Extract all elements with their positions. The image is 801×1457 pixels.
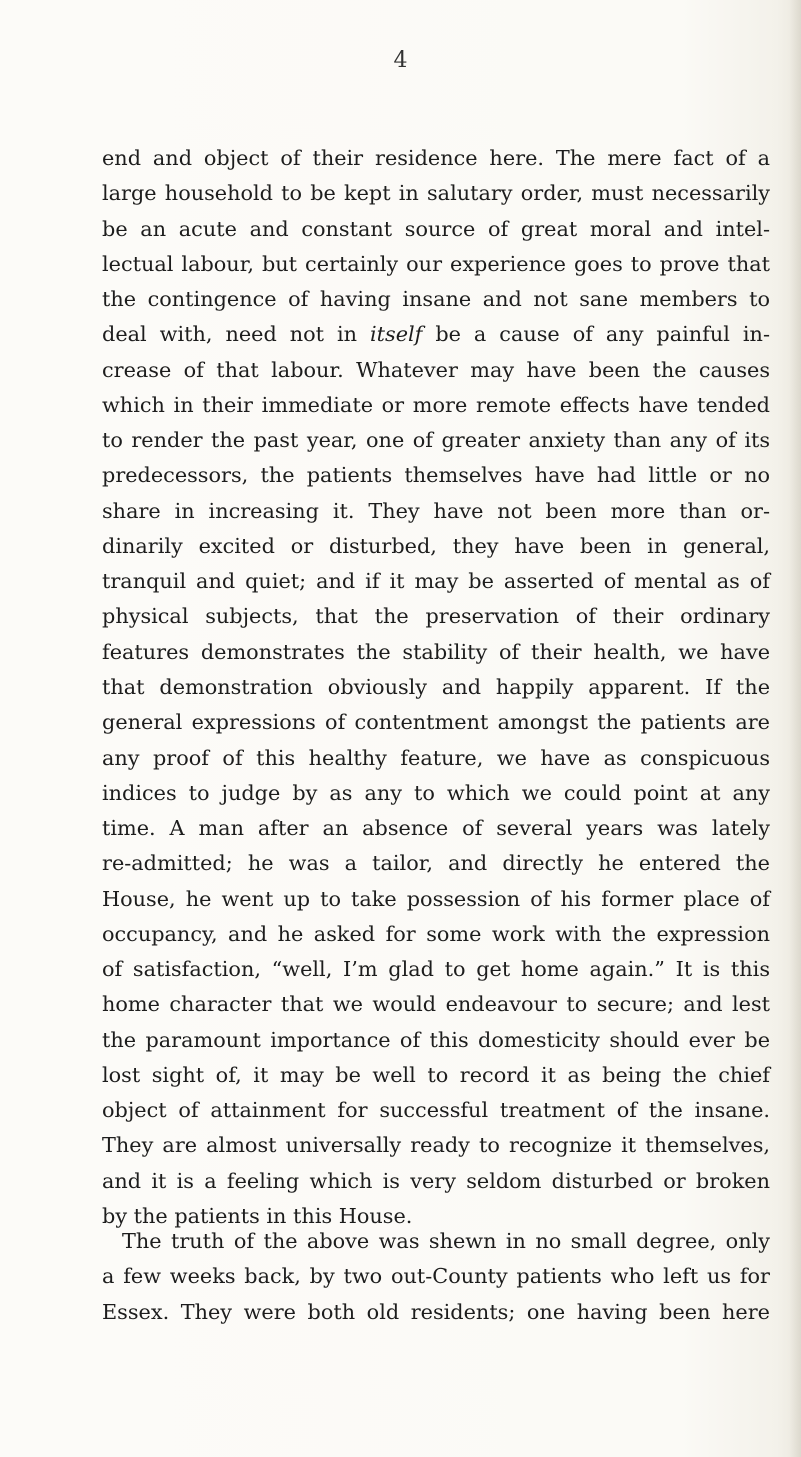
- text-line: dinarily excited or disturbed, they have been in general,: [102, 533, 770, 558]
- text-line-with-italic: [102, 317, 770, 352]
- text-line: end and object of their residence here. The mere fact of a: [102, 146, 770, 170]
- italic-word: itself: [370, 322, 423, 347]
- text-line: object of attainment for successful treatment of the insane.: [102, 1098, 770, 1123]
- text-line: any proof of this healthy feature, we have as conspicuous: [102, 745, 770, 770]
- text-line: be an acute and constant source of great moral and intel-: [102, 216, 770, 241]
- text-line: features demonstrates the stability of their health, we have: [102, 639, 770, 664]
- text-line: physical subjects, that the preservation of their ordinary: [102, 604, 770, 629]
- text-line: House, he went up to take possession of his former place of: [102, 886, 770, 911]
- text-line: share in increasing it. They have not been more than or-: [102, 498, 770, 523]
- text-line: They are almost universally ready to recognize it themselves,: [102, 1133, 770, 1158]
- paragraph-2: [102, 1224, 770, 1330]
- text-fragment: be a cause of any painful in-: [422, 322, 770, 347]
- text-line: tranquil and quiet; and if it may be asserted of mental as of: [102, 569, 770, 594]
- text-line: that demonstration obviously and happily apparent. If the: [102, 674, 770, 699]
- text-line: indices to judge by as any to which we could point at any: [102, 780, 770, 805]
- text-line: home character that we would endeavour to secure; and lest: [102, 992, 770, 1017]
- text-line: occupancy, and he asked for some work with the expression: [102, 921, 770, 946]
- text-line: the contingence of having insane and not sane members to: [102, 287, 770, 312]
- text-line: crease of that labour. Whatever may have been the causes: [102, 357, 770, 382]
- text-line: The truth of the above was shewn in no small degree, only: [122, 1229, 770, 1253]
- page-number: 4: [393, 48, 408, 73]
- text-line: time. A man after an absence of several years was lately: [102, 816, 770, 841]
- text-line: of satisfaction, “well, I’m glad to get home again.” It is this: [102, 957, 770, 982]
- paragraph-1: [102, 141, 770, 1234]
- text-line: predecessors, the patients themselves have had little or no: [102, 463, 770, 488]
- text-line: by the patients in this House.: [102, 1203, 413, 1228]
- text-line: and it is a feeling which is very seldom disturbed or broken: [102, 1168, 770, 1193]
- text-line: general expressions of contentment amongst the patients are: [102, 710, 770, 735]
- text-line: to render the past year, one of greater anxiety than any of its: [102, 428, 770, 453]
- text-line: a few weeks back, by two out-County patients who left us for: [102, 1264, 770, 1289]
- text-line: lectual labour, but certainly our experience goes to prove that: [102, 251, 770, 276]
- page-edge-shadow: [789, 0, 801, 1457]
- text-fragment: deal with, need not in: [102, 322, 371, 347]
- text-line: the paramount importance of this domesticity should ever be: [102, 1027, 770, 1052]
- text-line: which in their immediate or more remote effects have tended: [102, 392, 770, 417]
- text-line: large household to be kept in salutary order, must necessarily: [102, 181, 770, 206]
- text-line: lost sight of, it may be well to record it as being the chief: [102, 1062, 770, 1087]
- text-line: Essex. They were both old residents; one having been here: [102, 1299, 770, 1324]
- text-line: re-admitted; he was a tailor, and directly he entered the: [102, 851, 770, 876]
